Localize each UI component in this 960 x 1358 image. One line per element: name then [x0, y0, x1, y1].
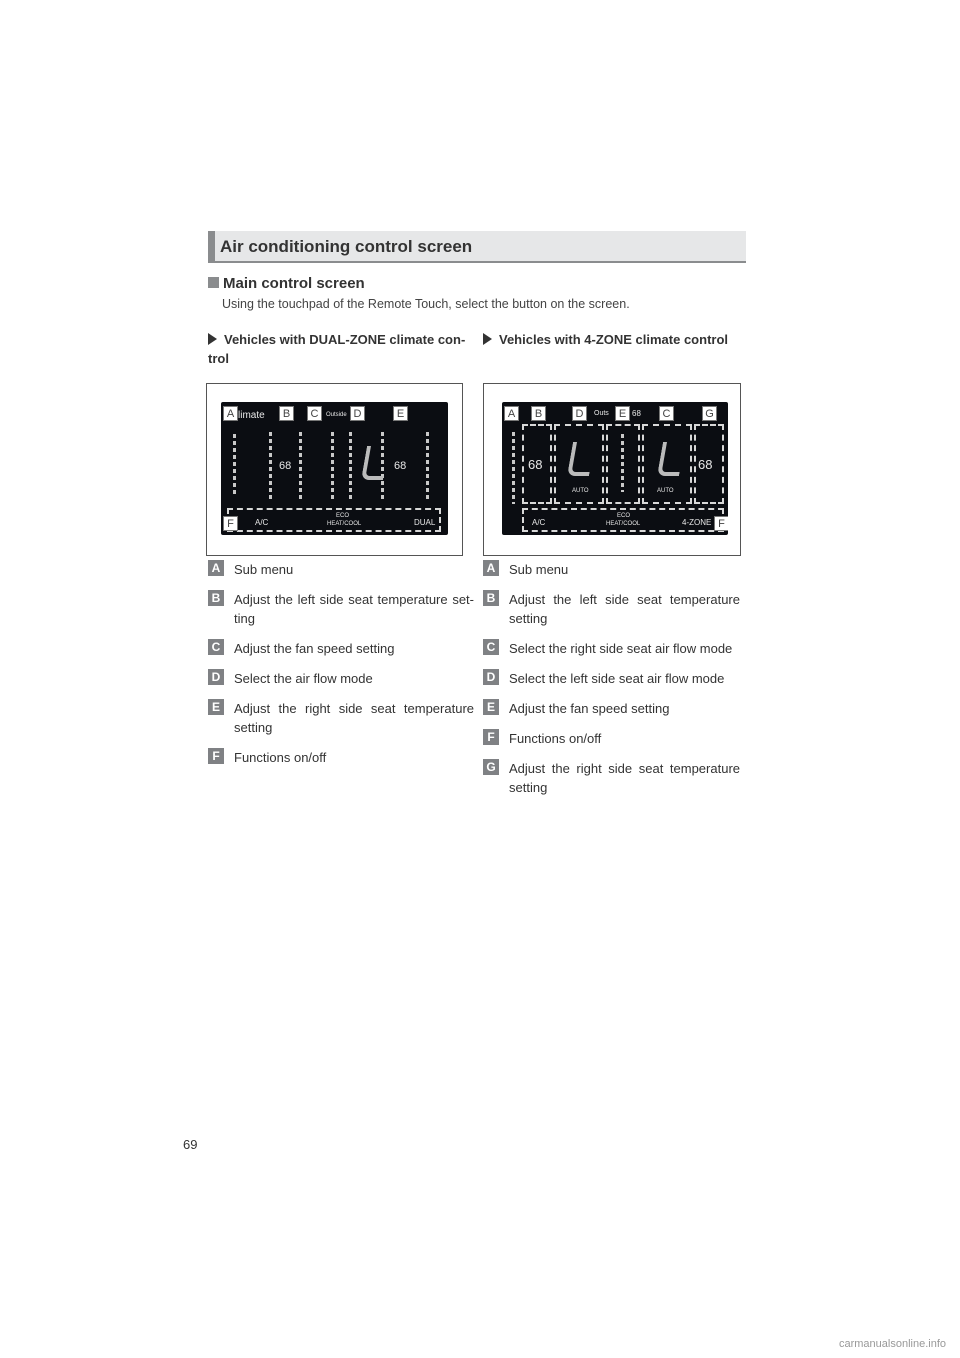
auto-right: AUTO [657, 488, 674, 494]
legend-text: Select the left side seat air flow mode [509, 671, 725, 686]
legend-text: Adjust the right side seat temperature setting [234, 701, 474, 735]
legend-item [483, 639, 740, 658]
label-b: B [279, 406, 294, 421]
label-c: C [307, 406, 322, 421]
heat-cool-button[interactable]: HEAT/COOL [327, 521, 362, 527]
vehicle-title-4zone-text: Vehicles with 4-ZONE climate control [499, 332, 729, 347]
sub-heading [208, 275, 365, 292]
legend-item [208, 590, 474, 628]
legend-key: F [483, 729, 499, 745]
legend-key: C [208, 639, 224, 655]
legend-key: E [208, 699, 224, 715]
triangle-bullet-icon [483, 333, 492, 345]
dual-zone-display [221, 402, 448, 535]
legend-item [483, 669, 740, 688]
label-f: F [714, 516, 728, 531]
legend-text: Adjust the fan speed setting [234, 641, 395, 656]
legend-item [483, 590, 740, 628]
watermark: carmanualsonline.info [838, 1338, 946, 1350]
legend-4zone [483, 560, 740, 808]
section-header [208, 231, 746, 263]
section-accent-bar [208, 231, 215, 261]
ac-button[interactable]: A/C [255, 518, 269, 527]
label-g: G [702, 406, 717, 421]
outside-text: Outside [326, 412, 347, 418]
label-a: A [504, 406, 519, 421]
legend-text: Adjust the left side seat temperature setting [509, 592, 740, 626]
legend-text: Select the air flow mode [234, 671, 373, 686]
seat-icon [361, 446, 389, 480]
legend-key: G [483, 759, 499, 775]
temp-left: 68 [279, 460, 292, 472]
legend-key: B [483, 590, 499, 606]
label-d: D [572, 406, 587, 421]
triangle-bullet-icon [208, 333, 217, 345]
temp-right: 68 [394, 460, 407, 472]
legend-key: A [208, 560, 224, 576]
legend-key: B [208, 590, 224, 606]
intro-text: Using the touchpad of the Remote Touch, select the button on the screen. [222, 297, 630, 311]
header-text: limate [238, 410, 265, 421]
legend-text: Sub menu [509, 562, 569, 577]
level-bar [299, 432, 302, 500]
sub-heading-text: Main control screen [223, 275, 365, 292]
vehicle-title-4zone [483, 330, 745, 349]
legend-text: Adjust the fan speed setting [509, 701, 670, 716]
fan-level-bar [621, 434, 624, 492]
eco-button[interactable]: ECO [336, 513, 350, 519]
dual-button[interactable]: DUAL [414, 518, 436, 527]
legend-item [483, 729, 740, 748]
eco-button[interactable]: ECO [617, 513, 631, 519]
auto-left: AUTO [572, 488, 589, 494]
temp-left: 68 [528, 457, 543, 472]
legend-text: Select the right side seat air flow mode [509, 641, 733, 656]
legend-text: Adjust the right side seat temperature setting [509, 761, 740, 795]
level-bar [426, 432, 429, 500]
legend-item [483, 560, 740, 579]
label-e: E [393, 406, 408, 421]
heat-cool-button[interactable]: HEAT/COOL [606, 521, 641, 527]
four-zone-display [502, 402, 728, 535]
level-bar [269, 432, 272, 500]
outside-temp: 68 [632, 409, 641, 418]
legend-key: C [483, 639, 499, 655]
four-zone-screenshot [483, 383, 741, 556]
level-bar [331, 432, 334, 500]
label-a: A [223, 406, 238, 421]
page-number: 69 [183, 1137, 198, 1152]
label-c: C [659, 406, 674, 421]
four-zone-button[interactable]: 4-ZONE [682, 518, 712, 527]
submenu-icons [512, 432, 515, 504]
legend-key: D [208, 669, 224, 685]
legend-item [208, 639, 474, 658]
temp-right: 68 [698, 457, 713, 472]
submenu-icons [233, 434, 236, 494]
vehicle-title-dual [208, 330, 470, 368]
legend-item [208, 560, 474, 579]
outside-text: Outs [594, 410, 609, 417]
legend-dual [208, 560, 474, 778]
legend-text: Adjust the left side seat temperature set-ting [234, 592, 474, 626]
legend-key: E [483, 699, 499, 715]
label-f: F [223, 516, 238, 531]
legend-item [208, 699, 474, 737]
level-bar [349, 432, 352, 500]
legend-key: F [208, 748, 224, 764]
dual-zone-screenshot [206, 383, 463, 556]
label-d: D [350, 406, 365, 421]
legend-item [208, 748, 474, 767]
square-bullet-icon [208, 277, 219, 288]
legend-text: Functions on/off [509, 731, 602, 746]
ac-button[interactable]: A/C [532, 518, 546, 527]
label-b: B [531, 406, 546, 421]
vehicle-title-dual-text: Vehicles with DUAL-ZONE climate con-trol [208, 332, 466, 366]
legend-text: Functions on/off [234, 750, 327, 765]
legend-key: D [483, 669, 499, 685]
legend-item [483, 699, 740, 718]
legend-item [483, 759, 740, 797]
legend-item [208, 669, 474, 688]
label-e: E [615, 406, 630, 421]
legend-text: Sub menu [234, 562, 294, 577]
legend-key: A [483, 560, 499, 576]
section-title: Air conditioning control screen [220, 237, 473, 256]
